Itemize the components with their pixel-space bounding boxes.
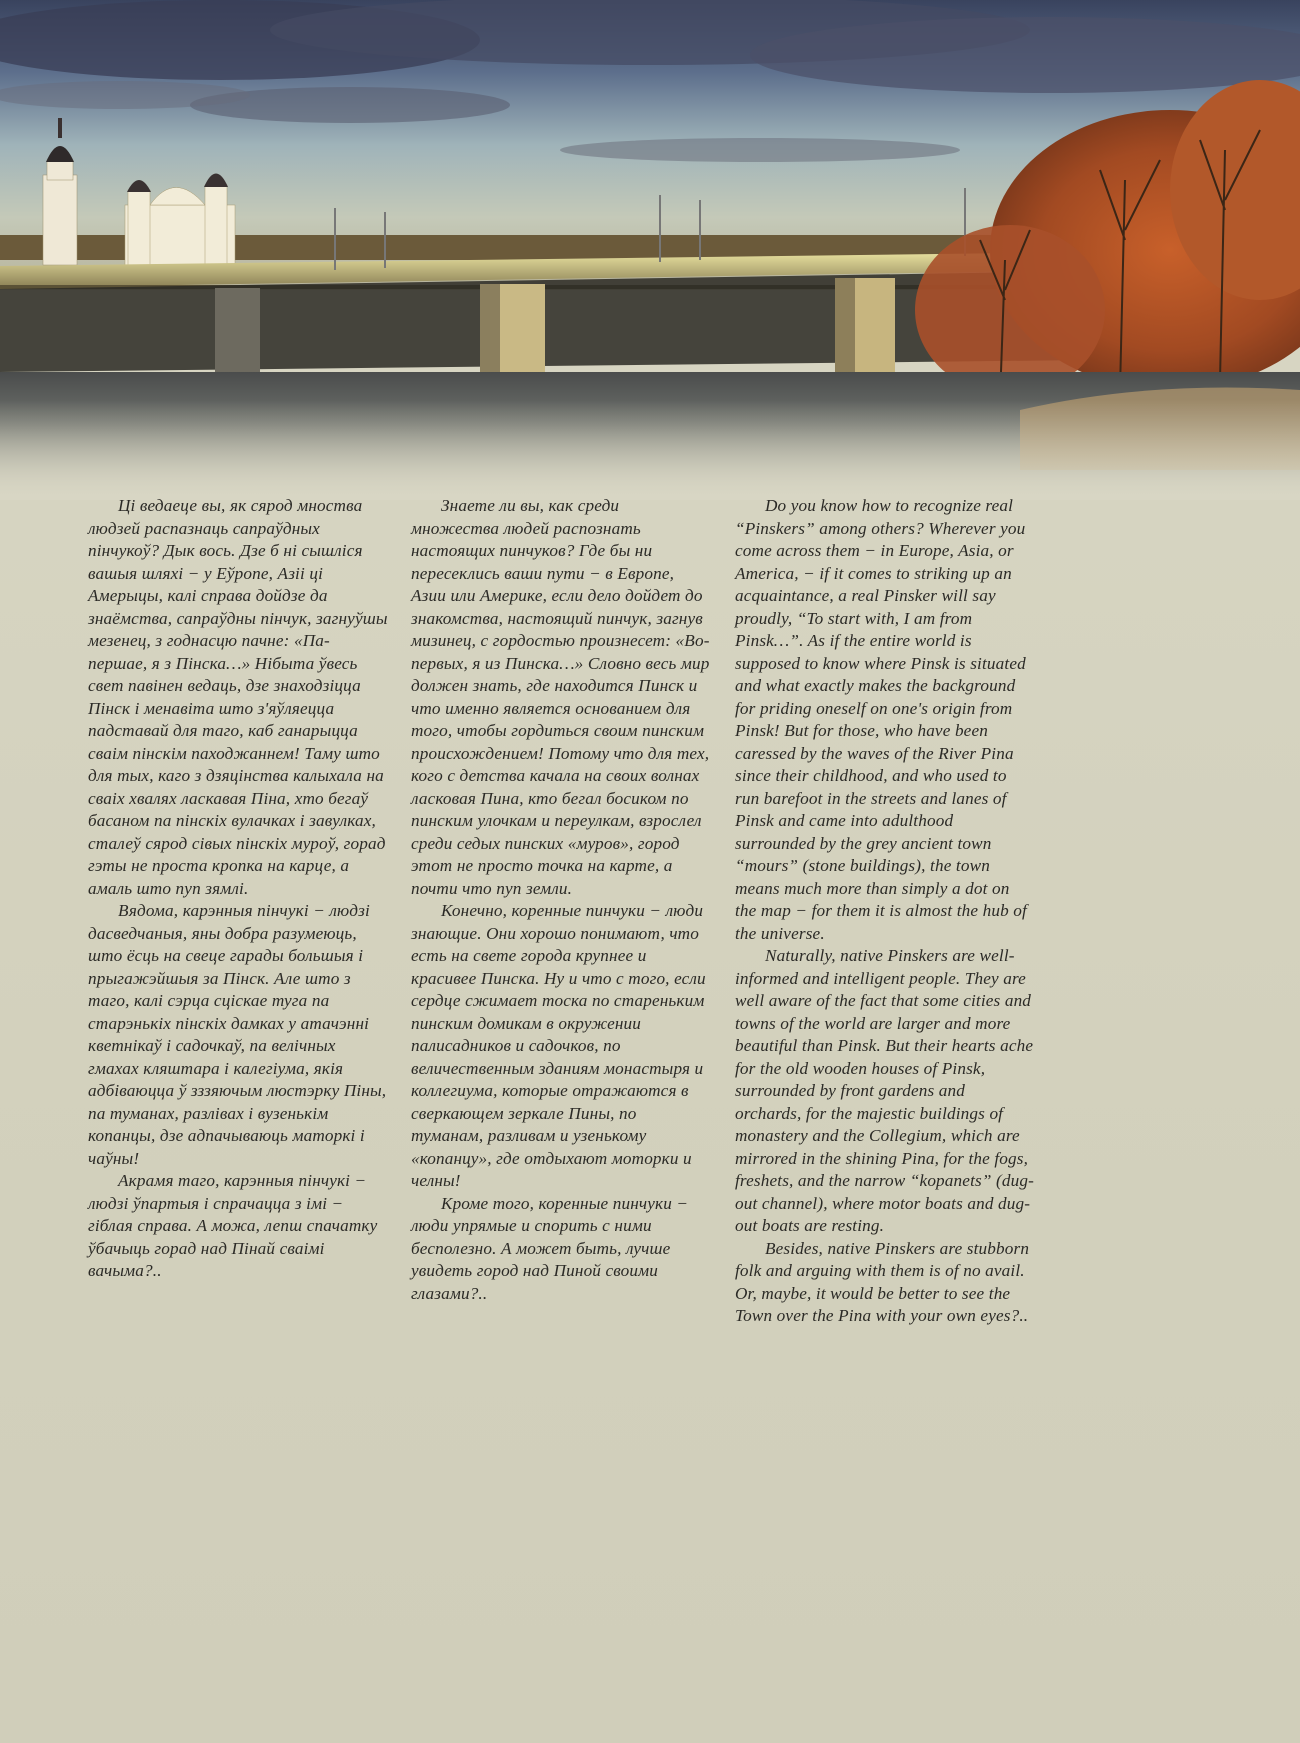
paragraph: Знаете ли вы, как среди множества людей распознать настоящих пинчуков? Где бы ни пересеклись ваши пути − в Европе, Азии или Америке, если дело дойдет до знакомства, настоящий пинчук, загнув мизинец, с гордостью произнесет: «Во-первых, я из Пинска…» Словно весь мир должен знать, где находится Пинск и что именно является основанием для того, чтобы гордиться своим пинским происхождением! Потому что для тех, кого с детства качала на своих волнах ласковая Пина, кто бегал босиком по пинским улочкам и переулкам, взрослел среди седых пинских «муров», город этот не просто точка на карте, а почти что пуп земли.	[411, 496, 710, 898]
header-photo	[0, 0, 1300, 500]
text-columns	[88, 495, 1088, 1645]
column-belarusian	[88, 495, 388, 1283]
paragraph: Конечно, коренные пинчуки − люди знающие. Они хорошо понимают, что есть на свете города крупнее и красивее Пинска. Ну и что с того, если сердце сжимает тоска по стареньким пинским домикам в окружении палисадников и садочков, по величественным зданиям монастыря и коллегиума, которые отражаются в сверкающем зеркале Пины, по туманам, разливам и узенькому «копанцу», где отдыхают моторки и челны!	[411, 901, 706, 1190]
paragraph: Вядома, карэнныя пінчукі − людзі дасведчаныя, яны добра разумеюць, што ёсць на свеце гарады большыя і прыгажэйшыя за Пінск. Але што з таго, калі сэрца сціскае туга па старэнькіх пінскіх дамках у атачэнні кветнікаў і садочкаў, па велічных гмахах кляштара і калегіума, якія адбіваюцца ў зззяючым люстэрку Піны, па туманах, разлівах і вузенькім копанцы, дзе адпачываюць маторкі і чаўны!	[88, 901, 387, 1168]
paragraph: Do you know how to recognize real “Pinskers” among others? Wherever you come across them − in Europe, Asia, or America, − if it comes to striking up an acquaintance, a real Pinsker will say proudly, “To start with, I am from Pinsk…”. As if the entire world is supposed to know where Pinsk is situated and what exactly makes the background for priding oneself on one's origin from Pinsk! But for those, who have been caressed by the waves of the River Pina since their childhood, and who used to run barefoot in the streets and lanes of Pinsk and came into adulthood surrounded by the grey ancient town “mours” (stone buildings), the town means much more than simply a dot on the map − for them it is almost the hub of the universe.	[735, 496, 1027, 943]
column-english	[735, 495, 1035, 1328]
paragraph: Ці ведаеце вы, як сярод мноства людзей распазнаць сапраўдных пінчукоў? Дык вось. Дзе б ні сышліся вашыя шляхі − у Еўропе, Азіі ці Амерыцы, калі справа дойдзе да знаёмства, сапраўдны пінчук, загнуўшы мезенец, з годнасцю пачне: «Па-першае, я з Пінска…» Нібыта ўвесь свет павінен ведаць, дзе знаходзіцца Пінск і менавіта што з'яўляецца падставай для таго, каб ганарыцца сваім пінскім паходжаннем! Таму што для тых, каго з дзяцінства калыхала на сваіх хвалях ласкавая Піна, хто бегаў басаном па пінскіх вулачках і завулках, сталеў сярод сівых пінскіх муроў, горад гэты не проста кропка на карце, а амаль што пуп зямлі.	[88, 496, 388, 898]
paragraph: Кроме того, коренные пинчуки − люди упрямые и спорить с ними бесполезно. А может быть, лучше увидеть город над Пиной своими глазами?..	[411, 1193, 689, 1303]
paragraph: Акрамя таго, карэнныя пінчукі − людзі ўпартыя і спрачацца з імі − гіблая справа. А можа, лепш спачатку ўбачыць горад над Пінай сваімі вачыма?..	[88, 1171, 378, 1280]
paragraph: Naturally, native Pinskers are well-informed and intelligent people. They are well aware of the fact that some cities and towns of the world are larger and more beautiful than Pinsk. But their hearts ache for the old wooden houses of Pinsk, surrounded by front gardens and orchards, for the majestic buildings of monastery and the Collegium, which are mirrored in the shining Pina, for the fogs, freshets, and the narrow “kopanets” (dug-out channel), where motor boats and dug-out boats are resting.	[735, 946, 1034, 1235]
paragraph: Besides, native Pinskers are stubborn folk and arguing with them is of no avail. Or, maybe, it would be better to see the Town over the Pina with your own eyes?..	[735, 1238, 1030, 1325]
column-russian	[411, 495, 711, 1305]
